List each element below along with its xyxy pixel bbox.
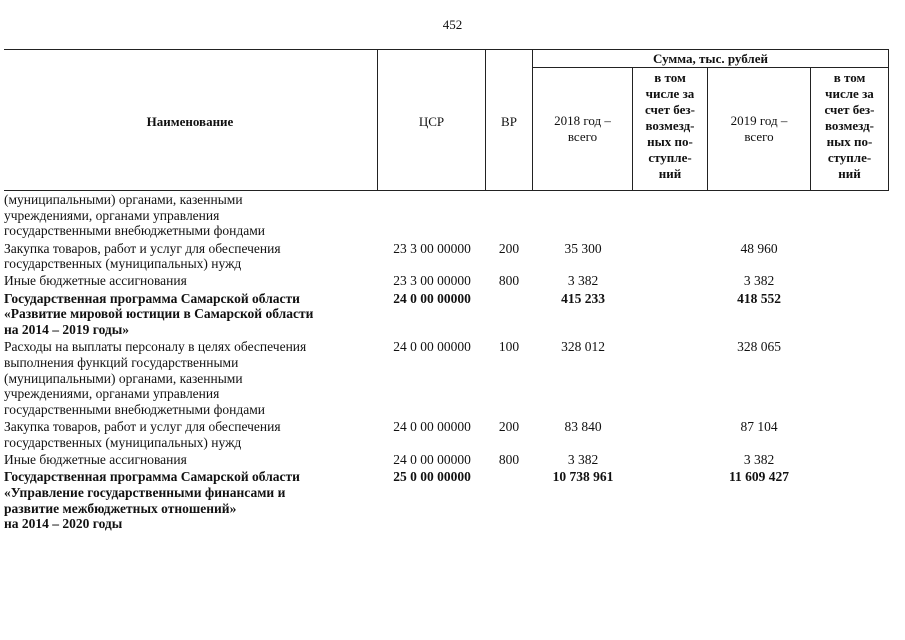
row-name [4, 419, 376, 450]
sum-subheader-line [533, 67, 889, 68]
row-vr: 200 [498, 240, 520, 256]
row-name-line: «Развитие мировой юстиции в Самарской области [4, 306, 314, 322]
row-2018-total: 328 012 [561, 339, 605, 355]
header-bottom-border [4, 190, 889, 191]
header-2018-free-line: ных по- [647, 134, 693, 149]
row-vr: 800 [498, 452, 520, 468]
row-name-line: государственных (муниципальных) нужд [4, 434, 242, 450]
row-csr: 24 0 00 00000 [393, 290, 471, 306]
row-csr: 25 0 00 00000 [393, 469, 471, 485]
header-2019-total-line: всего [744, 129, 774, 144]
row-name-line: Иные бюджетные ассигнования [4, 452, 187, 468]
header-2019-free-line: ступле- [827, 150, 872, 165]
row-name-line: «Управление государственными финансами и [4, 485, 286, 501]
row-name-line: (муниципальными) органами, казенными [4, 370, 243, 386]
row-csr: 24 0 00 00000 [393, 452, 471, 468]
row-2018-total: 83 840 [564, 419, 602, 435]
row-name-line: на 2014 – 2019 годы» [4, 322, 130, 338]
row-2018-total: 10 738 961 [552, 469, 614, 485]
header-2018-free-line: возмезд- [645, 118, 695, 133]
header-2019-free-line: в том [833, 70, 866, 85]
row-name-line: Расходы на выплаты персоналу в целях обеспечения [4, 339, 307, 355]
header-vr: ВР [501, 114, 517, 129]
row-2019-total: 418 552 [737, 290, 781, 306]
row-name [4, 241, 376, 272]
row-csr: 23 3 00 00000 [393, 240, 471, 256]
row-vr: 800 [498, 273, 520, 289]
row-name-line: на 2014 – 2020 годы [4, 516, 123, 532]
header-sum-title: Сумма, тыс. рублей [653, 51, 768, 66]
row-2018-total: 415 233 [561, 290, 605, 306]
row-name-line: государственными внебюджетными фондами [4, 223, 266, 239]
row-2019-total: 87 104 [740, 419, 778, 435]
row-2019-total: 328 065 [737, 339, 781, 355]
header-2018-total-line: всего [567, 129, 598, 144]
table-row [0, 469, 905, 533]
table-row [0, 291, 905, 340]
row-name [4, 273, 376, 289]
row-name [4, 469, 376, 532]
row-csr: 24 0 00 00000 [393, 419, 471, 435]
header-name: Наименование [146, 114, 234, 129]
header-top-border [4, 49, 889, 50]
row-name [4, 452, 376, 468]
table-row [0, 273, 905, 290]
header-2018-free-line: в том [654, 70, 686, 85]
row-name-line: развитие межбюджетных отношений» [4, 500, 237, 516]
row-name [4, 339, 376, 418]
header-2019-free-line: числе за [825, 86, 874, 101]
row-2018-total: 3 382 [567, 452, 599, 468]
row-2018-total: 35 300 [564, 240, 602, 256]
page-number: 452 [442, 17, 463, 32]
header-2019-free-line: возмезд- [825, 118, 874, 133]
row-2018-total: 3 382 [567, 273, 599, 289]
table-row [0, 452, 905, 469]
row-name-line: Государственная программа Самарской области [4, 469, 300, 485]
row-name-line: Государственная программа Самарской области [4, 290, 300, 306]
row-csr: 24 0 00 00000 [393, 339, 471, 355]
header-2018-total-line: 2018 год – [554, 113, 611, 128]
header-2018-free-line: счет без- [645, 102, 695, 117]
row-2019-total: 3 382 [743, 273, 775, 289]
row-name-line: государственными внебюджетными фондами [4, 402, 266, 418]
row-name [4, 192, 376, 239]
row-name-line: Иные бюджетные ассигнования [4, 273, 187, 289]
row-csr: 23 3 00 00000 [393, 273, 471, 289]
row-2019-total: 11 609 427 [728, 469, 789, 485]
row-2019-total: 48 960 [740, 240, 778, 256]
row-name-line: Закупка товаров, работ и услуг для обеспечения [4, 419, 281, 435]
row-name-line: (муниципальными) органами, казенными [4, 192, 243, 207]
row-vr: 200 [498, 419, 520, 435]
row-name-line: государственных (муниципальных) нужд [4, 256, 242, 272]
header-2018-free-line: числе за [645, 86, 695, 101]
header-2019-total-line: 2019 год – [730, 113, 788, 128]
header-2019-free-line: ний [838, 166, 861, 181]
table-row [0, 419, 905, 452]
row-name [4, 291, 376, 338]
header-2018-total [533, 113, 632, 145]
row-name-line: учреждениями, органами управления [4, 386, 220, 402]
row-name-line: Закупка товаров, работ и услуг для обеспечения [4, 240, 281, 256]
header-2018-free-line: ступле- [648, 150, 692, 165]
header-2018-free [633, 70, 707, 182]
row-name-line: учреждениями, органами управления [4, 207, 220, 223]
header-2019-free-line: ных по- [826, 134, 873, 149]
header-2019-free [811, 70, 888, 182]
header-csr: ЦСР [418, 114, 445, 129]
header-2019-free-line: счет без- [824, 102, 875, 117]
row-vr: 100 [498, 339, 520, 355]
header-2018-free-line: ний [658, 166, 682, 181]
row-name-line: выполнения функций государственными [4, 354, 239, 370]
row-2019-total: 3 382 [743, 452, 775, 468]
table-row [0, 241, 905, 274]
table-row [0, 339, 905, 419]
table-row [0, 192, 905, 241]
header-2019-total [708, 113, 810, 145]
table-body [0, 192, 905, 534]
header-right-border [888, 49, 889, 191]
